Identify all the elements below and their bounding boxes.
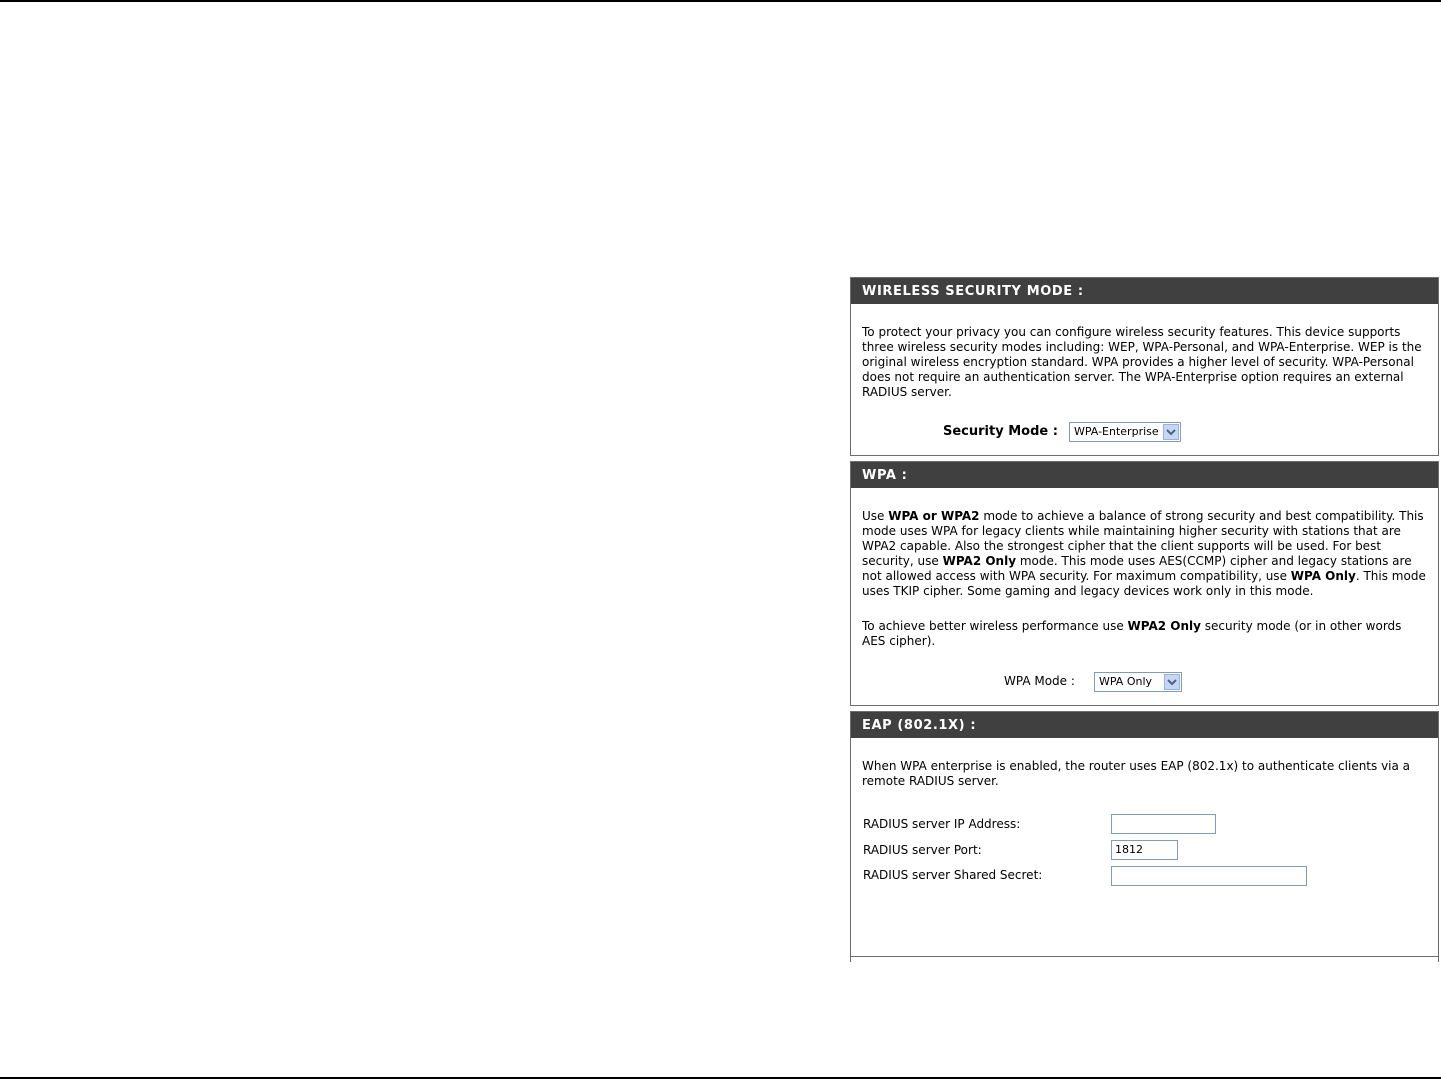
eap-description: When WPA enterprise is enabled, the router uses EAP (802.1x) to authenticate clients via a remote RADIUS server. (862, 759, 1411, 788)
section-header: WIRELESS SECURITY MODE : (851, 278, 1438, 304)
radius-port-label: RADIUS server Port: (863, 843, 982, 857)
radius-secret-input[interactable] (1111, 866, 1307, 886)
section-header: WPA : (851, 462, 1438, 488)
wpa-mode-label: WPA Mode : (1004, 674, 1075, 688)
wpa-mode-value: WPA Only (1099, 675, 1153, 688)
wpa-section (850, 461, 1439, 706)
section-header: EAP (802.1X) : (851, 712, 1438, 738)
wpa-mode-select[interactable] (1094, 672, 1182, 692)
radius-port-input[interactable]: 1812 (1111, 840, 1178, 860)
top-rule (0, 0, 1441, 2)
divider (850, 956, 851, 962)
security-description: To protect your privacy you can configure wireless security features. This device supports three wireless security modes including: WEP, WPA-Personal, and WPA-Enterprise. WEP is the original wireless encryption standard. WPA provides a higher level of security. WPA-Personal does not require an authentication server. The WPA-Enterprise option requires an external RADIUS server. (862, 325, 1422, 399)
wpa-description: Use WPA or WPA2 mode to achieve a balance of strong security and best compatibility. This mode uses WPA for legacy clients while maintaining higher security with stations that are WPA2 capable. Also the strongest cipher that the client supports will be used. For best security, use WPA2 Only mode. This mode uses AES(CCMP) cipher and legacy stations are not allowed access with WPA security. For maximum compatibility, use WPA Only. This mode uses TKIP cipher. Some gaming and legacy devices work only in this mode. (862, 509, 1426, 598)
security-mode-select[interactable] (1069, 422, 1181, 442)
radius-secret-label: RADIUS server Shared Secret: (863, 868, 1043, 882)
security-mode-value: WPA-Enterprise (1074, 425, 1159, 438)
radius-ip-input[interactable] (1111, 814, 1216, 834)
radius-ip-label: RADIUS server IP Address: (863, 817, 1021, 831)
bottom-rule (0, 1077, 1441, 1079)
chevron-down-icon[interactable] (1163, 424, 1179, 440)
wpa-performance-note: To achieve better wireless performance use WPA2 Only security mode (or in other words AES cipher). (862, 619, 1402, 648)
eap-section (850, 711, 1439, 957)
chevron-down-icon[interactable] (1164, 674, 1180, 690)
divider (1438, 956, 1439, 962)
security-mode-label: Security Mode : (943, 424, 1058, 439)
